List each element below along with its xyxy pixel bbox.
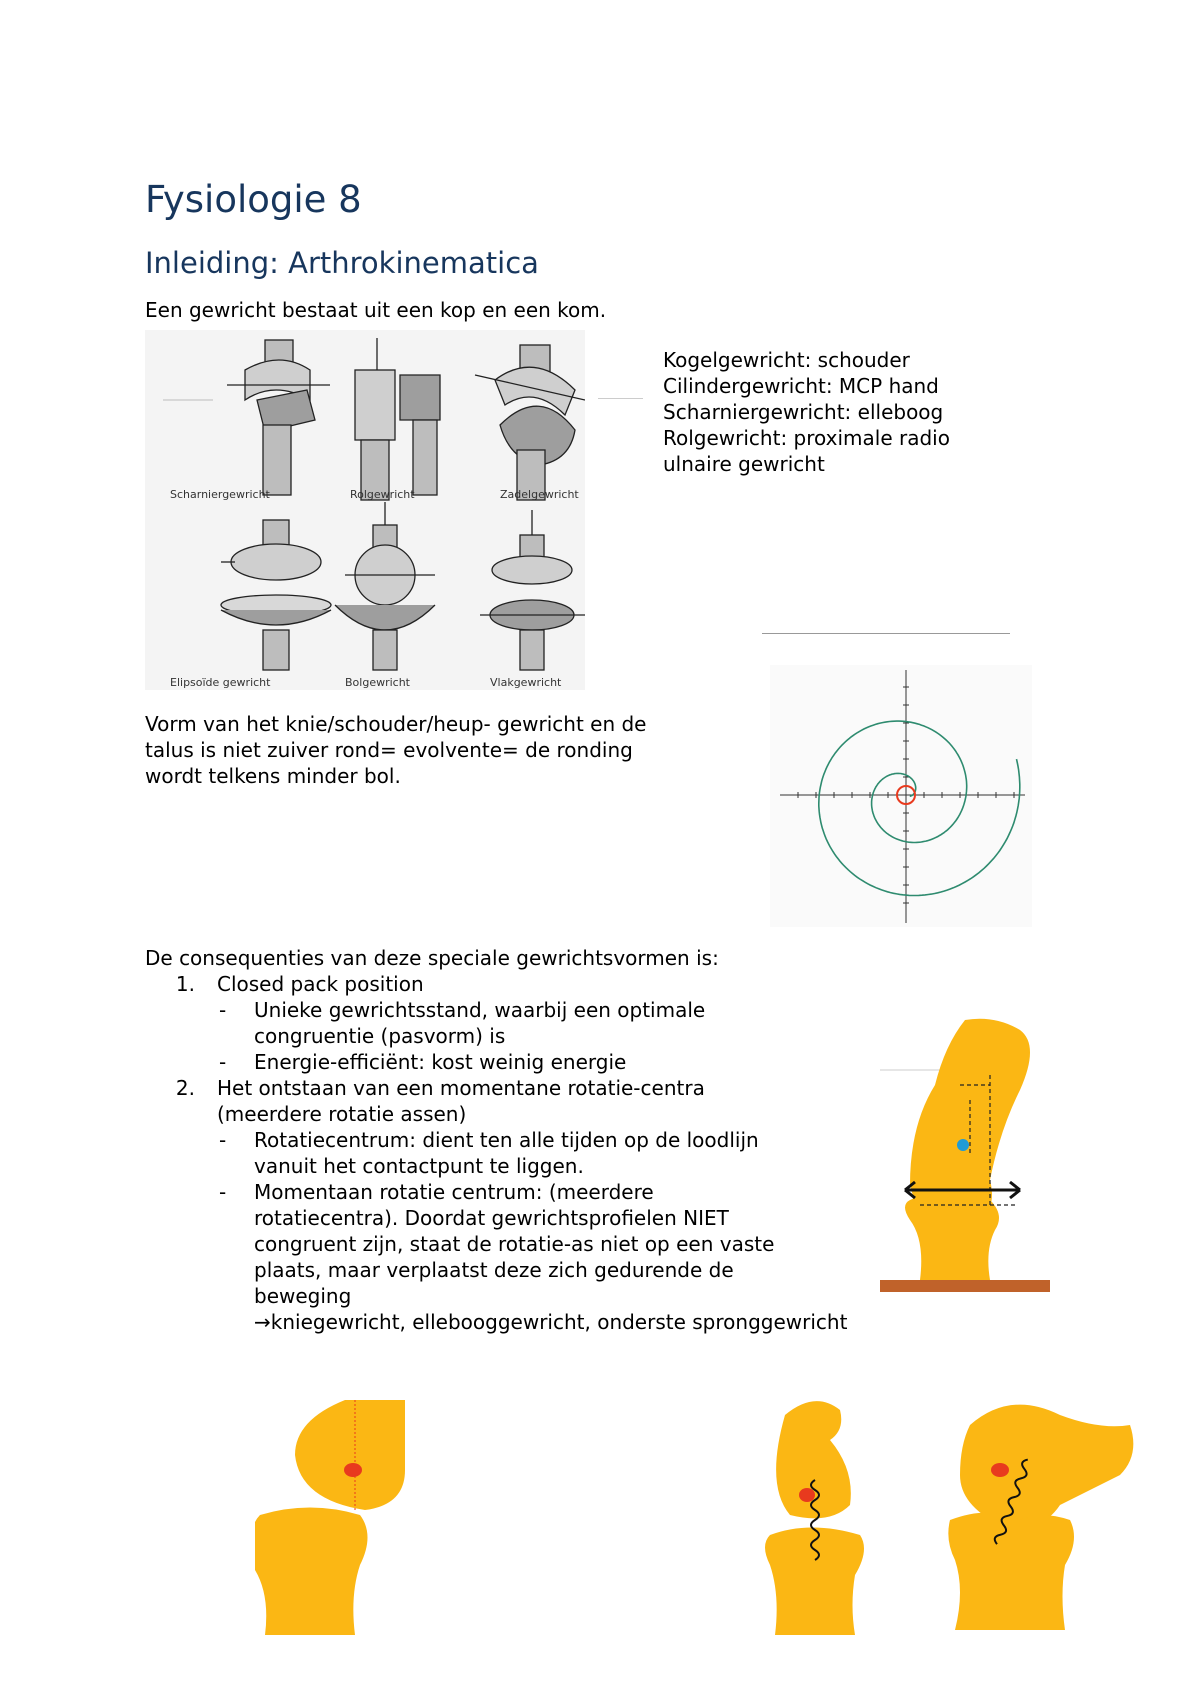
joint-list <box>663 347 950 477</box>
sub-text: rotatiecentra). Doordat gewrichtsprofielen NIET <box>254 1206 729 1230</box>
label-ball: Bolgewricht <box>345 676 410 689</box>
joint-list-line: Cilindergewricht: MCP hand <box>663 374 939 398</box>
examples-line <box>254 1309 847 1335</box>
sub-text: Rotatiecentrum: dient ten alle tijden op de loodlijn <box>254 1128 759 1152</box>
vorm-paragraph <box>145 711 646 789</box>
list-number: 1. <box>175 972 195 996</box>
sub-text: Unieke gewrichtsstand, waarbij een optimale <box>254 998 706 1022</box>
page-title: Fysiologie 8 <box>145 178 362 221</box>
intro-text: Een gewricht bestaat uit een kop en een kom. <box>145 298 607 322</box>
joint-list-line: ulnaire gewricht <box>663 452 825 476</box>
divider-line <box>598 398 643 399</box>
sub-text: congruent zijn, staat de rotatie-as niet op een vaste <box>254 1232 775 1256</box>
knee-bone-figure-left <box>255 1395 405 1635</box>
vorm-line: wordt telkens minder bol. <box>145 764 401 788</box>
sub-text: beweging <box>254 1284 352 1308</box>
examples-text: kniegewricht, ellebooggewricht, onderste spronggewricht <box>270 1310 848 1334</box>
section-heading: Inleiding: Arthrokinematica <box>145 246 539 280</box>
label-hinge: Scharniergewricht <box>170 488 270 501</box>
list-label: Het ontstaan van een momentane rotatie-centra <box>217 1076 705 1100</box>
label-ellipsoid: Elipsoïde gewricht <box>170 676 271 689</box>
joint-list-line: Scharniergewricht: elleboog <box>663 400 944 424</box>
closed-pack-bone-figure <box>880 1015 1055 1295</box>
sub-text: Energie-efficiënt: kost weinig energie <box>254 1050 627 1074</box>
consequences-intro: De consequenties van deze speciale gewrichtsvormen is: <box>145 946 719 970</box>
dash: - <box>219 1128 227 1152</box>
vorm-line: Vorm van het knie/schouder/heup- gewricht en de <box>145 712 647 736</box>
list-label: (meerdere rotatie assen) <box>217 1102 467 1126</box>
dash: - <box>219 998 227 1022</box>
label-plane: Vlakgewricht <box>490 676 562 689</box>
knee-bone-figure-middle <box>765 1395 875 1635</box>
list-number: 2. <box>175 1076 195 1100</box>
divider-line <box>762 633 1010 634</box>
arrow-icon: → <box>254 1310 271 1334</box>
joint-types-figure <box>145 330 585 690</box>
label-pivot: Rolgewricht <box>350 488 415 501</box>
sub-text: congruentie (pasvorm) is <box>254 1024 506 1048</box>
vorm-line: talus is niet zuiver rond= evolvente= de ronding <box>145 738 633 762</box>
joint-list-line: Rolgewricht: proximale radio <box>663 426 950 450</box>
joint-list-line: Kogelgewricht: schouder <box>663 348 910 372</box>
sub-text: Momentaan rotatie centrum: (meerdere <box>254 1180 654 1204</box>
dash: - <box>219 1050 227 1074</box>
dash: - <box>219 1180 227 1204</box>
sub-text: vanuit het contactpunt te liggen. <box>254 1154 584 1178</box>
evolvente-spiral-figure <box>770 665 1032 927</box>
list-label: Closed pack position <box>217 972 424 996</box>
knee-bone-figure-right <box>940 1395 1140 1635</box>
sub-text: plaats, maar verplaatst deze zich gedurende de <box>254 1258 734 1282</box>
label-saddle: Zadelgewricht <box>500 488 579 501</box>
